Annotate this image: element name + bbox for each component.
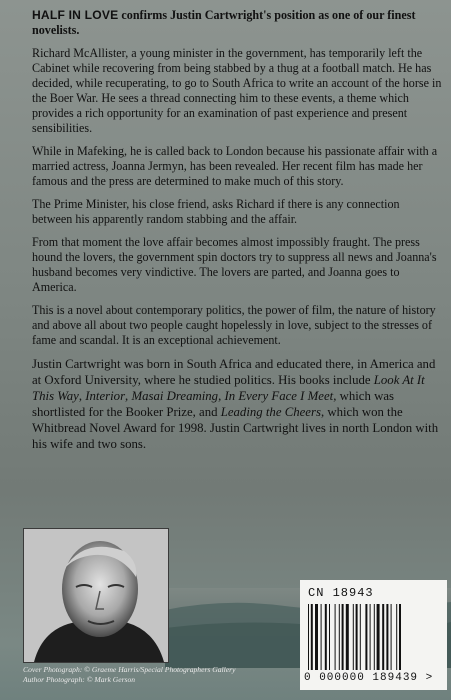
book-title-5: Leading the Cheers	[220, 405, 321, 419]
barcode-bar	[360, 604, 361, 670]
book-title-1: Look At It This Way	[32, 373, 425, 403]
barcode-bar	[377, 604, 380, 670]
blurb-paragraph-6: This is a novel about contemporary politics, the power of film, the nature of history and above all about two people caught hopelessly in love, subject to the stresses of fame and scandal. It is an exceptional achievement.	[32, 303, 436, 347]
blurb-paragraph-5: From that moment the love affair becomes almost impossibly fraught. The press hound the lovers, the government spin doctors try to suppress all news and Joanna's husband becomes very vindictive. The lovers are parted, and Joanna goes to America.	[32, 235, 437, 294]
barcode-bar	[356, 604, 358, 670]
blurb-paragraph-2: Richard McAllister, a young minister in the government, has temporarily left the Cabinet while recovering from being stabbed by a thug at a football match. He has decided, while recuperating, to go to South Africa to write an account of the horse in the Boer War. He sees a thread connecting him to these events, a theme which provides a rich opportunity for an examination of past experience and present sensibilities.	[32, 46, 442, 135]
barcode-bar	[370, 604, 371, 670]
cover-photo-credit: Cover Photograph: © Graeme Harris/Special Photographers Gallery	[23, 665, 236, 674]
barcode-bar	[339, 604, 340, 670]
barcode-bar	[325, 604, 327, 670]
blurb-paragraph-4: The Prime Minister, his close friend, asks Richard if there is any connection between his apparently random stabbing and the affair.	[32, 197, 400, 226]
barcode-bar	[396, 604, 397, 670]
barcode-bar	[335, 604, 336, 670]
blurb-paragraph-1	[32, 8, 442, 38]
barcode-bar	[311, 604, 313, 670]
barcode-bar	[321, 604, 322, 670]
photo-credits	[23, 665, 323, 685]
barcode-bar	[365, 604, 367, 670]
barcode-bars	[308, 604, 440, 670]
barcode-bar	[386, 604, 388, 670]
book-title-2: Interior	[85, 389, 126, 403]
book-title-3: Masai Dreaming	[131, 389, 219, 403]
barcode-bar	[342, 604, 344, 670]
author-bio	[32, 356, 442, 452]
book-title: HALF IN LOVE	[32, 8, 119, 22]
bio-text: Justin Cartwright was born in South Africa and educated there, in America and at Oxford University, where he studied politics. His books include	[32, 357, 436, 387]
barcode-bar	[382, 604, 384, 670]
barcode-number: 0 000000 189439 >	[304, 672, 434, 684]
bio-text: ,	[78, 389, 86, 403]
bio-text: ,	[218, 389, 225, 403]
blurb-paragraph-3: While in Mafeking, he is called back to London because his passionate affair with a married actress, Joanna Jermyn, has been revealed. Her recent film has made her famous and the press are determined to make much of this story.	[32, 144, 438, 188]
barcode-bar	[353, 604, 354, 670]
bio-text: , which won the Whitbread Novel Award for 1998. Justin Cartwright lives in north London with his wife and two sons.	[32, 405, 439, 451]
bio-text: , which was shortlisted for the Booker Prize, and	[32, 389, 394, 419]
barcode-bar	[374, 604, 375, 670]
bio-text: ,	[125, 389, 132, 403]
barcode-bar	[315, 604, 318, 670]
barcode-bar	[308, 604, 309, 670]
barcode-bar	[391, 604, 392, 670]
cn-number: CN 18943	[308, 586, 374, 600]
barcode-bar	[399, 604, 401, 670]
blurb-text	[32, 8, 442, 460]
book-title-4: In Every Face I Meet	[224, 389, 334, 403]
barcode-bar	[346, 604, 349, 670]
author-photo-credit: Author Photograph: © Mark Gerson	[23, 675, 136, 684]
barcode-bar	[329, 604, 330, 670]
author-photo	[23, 528, 169, 663]
blurb-lead-text: confirms Justin Cartwright's position as one of our finest novelists.	[32, 8, 416, 37]
